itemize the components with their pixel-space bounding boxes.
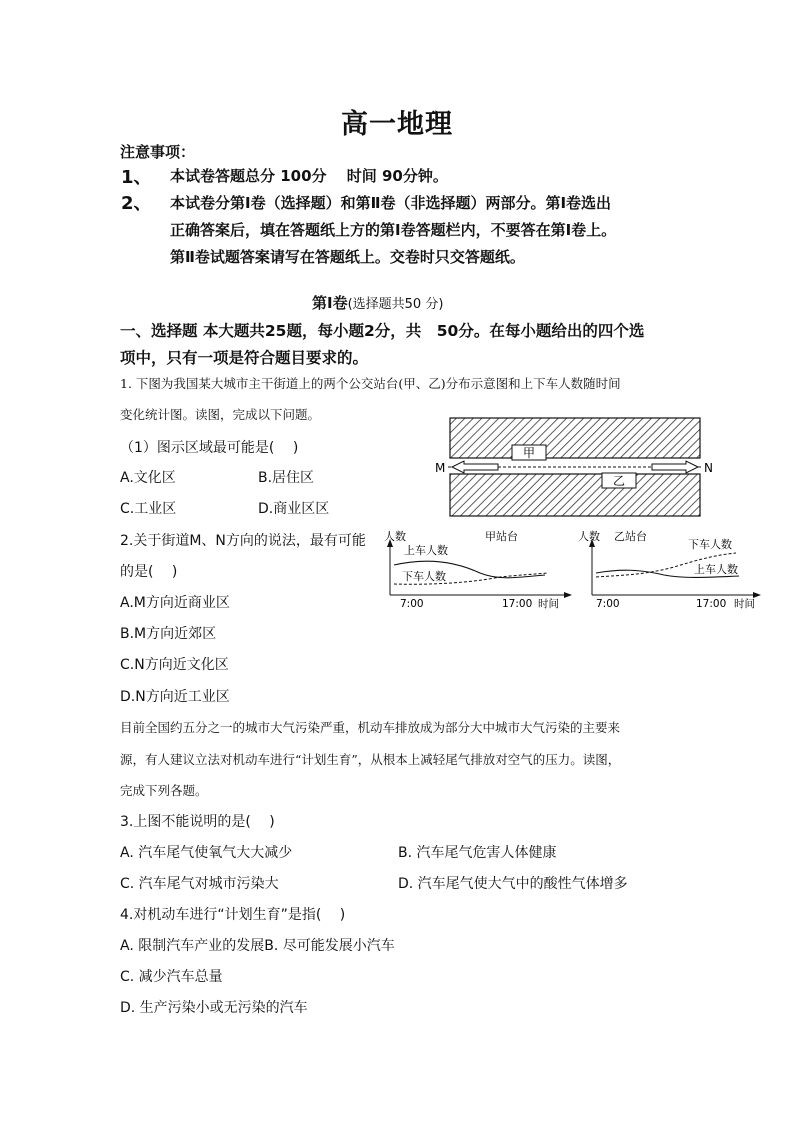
passage-line: 完成下列各题。: [120, 783, 208, 798]
q4-option-ab: A. 限制汽车产业的发展B. 尽可能发展小汽车: [120, 938, 395, 954]
arrow-to-m-icon: [452, 461, 498, 473]
arrow-to-n-icon: [652, 461, 698, 473]
label-n: N: [704, 461, 713, 475]
page-title: 高一地理: [341, 109, 453, 140]
x-tick-label: 17:00: [696, 598, 727, 610]
section-intro-line: 一、选择题 本大题共25题，每小题2分，共 50分。在每小题给出的四个选: [120, 322, 645, 340]
q1-subquestion: （1）图示区域最可能是( ): [120, 440, 299, 456]
section-title: 第Ⅰ卷(选择题共50 分): [312, 294, 444, 312]
x-axis-arrow-icon: [564, 592, 572, 598]
series-label: 上车人数: [404, 544, 448, 557]
q3-stem: 3.上图不能说明的是( ): [120, 814, 275, 830]
q1-option-a: A.文化区: [120, 470, 176, 486]
q2-stem-line: 2.关于街道M、N方向的说法，最有可能: [120, 533, 366, 549]
q3-option-c: C. 汽车尾气对城市污染大: [120, 876, 279, 892]
chart-title: 甲站台: [485, 530, 518, 543]
y-axis-label: 人数: [578, 530, 600, 543]
label-m: M: [435, 461, 446, 475]
series-label: 下车人数: [688, 538, 732, 551]
y-axis-label: 人数: [384, 530, 406, 543]
q2-stem-line: 的是( ): [120, 564, 178, 580]
q1-stem-line: 变化统计图。读图，完成以下问题。: [120, 407, 321, 422]
q2-option-b: B.M方向近郊区: [120, 626, 217, 642]
q1-option-c: C.工业区: [120, 501, 177, 517]
q4-option-d: D. 生产污染小或无污染的汽车: [120, 1000, 308, 1016]
q3-option-a: A. 汽车尾气使氧气大大减少: [120, 845, 293, 861]
q4-option-c: C. 减少汽车总量: [120, 969, 223, 985]
notice-item2-line: 本试卷分第Ⅰ卷（选择题）和第Ⅱ卷（非选择题）两部分。第Ⅰ卷选出: [170, 194, 612, 212]
north-block: [450, 418, 700, 458]
stop-b-label: 乙: [612, 474, 626, 488]
chart-station-a: [380, 525, 575, 615]
series-label: 上车人数: [694, 563, 738, 576]
chart-title: 乙站台: [614, 530, 647, 543]
q4-stem: 4.对机动车进行“计划生育”是指( ): [120, 907, 346, 923]
passage-line: 目前全国约五分之一的城市大气污染严重，机动车排放成为部分大中城市大气污染的主要来: [120, 720, 621, 735]
street-map-diagram: [430, 410, 720, 520]
notice-item2-line: 第Ⅱ卷试题答案请写在答题纸上。交卷时只交答题纸。: [170, 248, 525, 266]
section-intro-line: 项中，只有一项是符合题目要求的。: [120, 349, 369, 367]
stop-a-label: 甲: [522, 446, 536, 460]
notice-item2-line: 正确答案后，填在答题纸上方的第Ⅰ卷答题栏内，不要答在第Ⅰ卷上。: [170, 221, 617, 239]
notice-item2-number: 2、: [121, 193, 152, 214]
q2-option-c: C.N方向近文化区: [120, 657, 229, 673]
x-tick-label: 17:00: [502, 598, 533, 610]
passage-line: 源，有人建议立法对机动车进行“计划生育”，从根本上减轻尾气排放对空气的压力。读图，: [120, 752, 621, 767]
series-label: 下车人数: [402, 570, 446, 583]
q3-option-d: D. 汽车尾气使大气中的酸性气体增多: [398, 876, 628, 892]
notice-heading: 注意事项：: [120, 143, 196, 161]
x-tick-label: 7:00: [596, 598, 620, 610]
south-block: [450, 474, 700, 516]
notice-item1-number: 1、: [121, 167, 152, 188]
q3-option-b: B. 汽车尾气危害人体健康: [398, 845, 557, 861]
q2-option-d: D.N方向近工业区: [120, 689, 230, 705]
x-axis-label: 时间: [538, 598, 559, 610]
chart-station-b: [574, 525, 768, 615]
q1-option-b: B.居住区: [258, 470, 315, 486]
q1-stem-line: 1. 下图为我国某大城市主干街道上的两个公交站台(甲、乙)分布示意图和上下车人数随时间: [120, 376, 621, 391]
q2-option-a: A.M方向近商业区: [120, 595, 230, 611]
x-axis-label: 时间: [734, 598, 755, 610]
q1-option-d: D.商业区区: [258, 501, 330, 517]
notice-item1-text: 本试卷答题总分 100分 时间 90分钟。: [170, 167, 448, 185]
x-tick-label: 7:00: [400, 598, 424, 610]
